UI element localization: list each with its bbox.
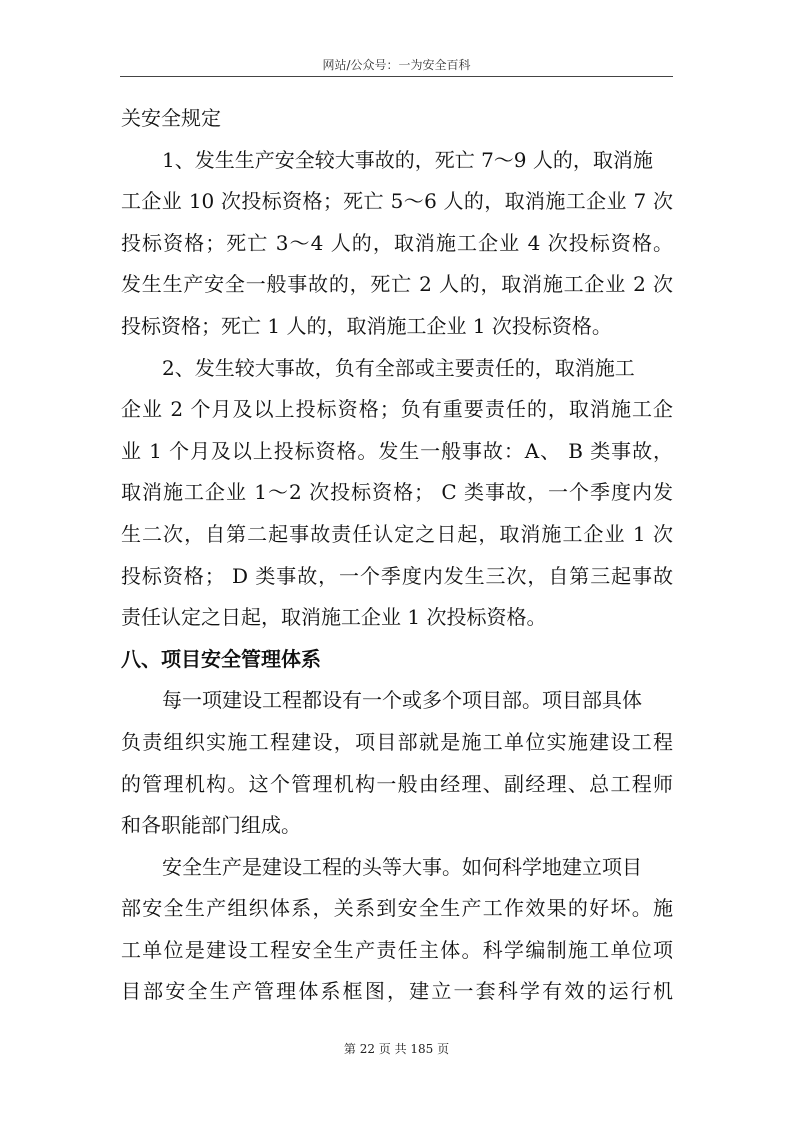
text-line: 负责组织实施工程建设，项目部就是施工单位实施建设工程: [121, 729, 673, 754]
text-line: 生二次，自第二起事故责任认定之日起，取消施工企业 1 次: [121, 521, 673, 546]
document-body: [121, 98, 673, 1013]
text-line: 投标资格； D 类事故，一个季度内发生三次，自第三起事故: [121, 563, 673, 588]
text-line: 取消施工企业 1～2 次投标资格； C 类事故，一个季度内发: [121, 480, 673, 505]
section-heading: 八、项目安全管理体系: [121, 646, 321, 671]
text-line: 目部安全生产管理体系框图，建立一套科学有效的运行机: [121, 979, 673, 1004]
text-line: 部安全生产组织体系，关系到安全生产工作效果的好坏。施: [121, 896, 673, 921]
text-line: 责任认定之日起，取消施工企业 1 次投标资格。: [121, 605, 547, 630]
text-line: 安全生产是建设工程的头等大事。如何科学地建立项目: [162, 854, 642, 879]
text-line: 1、发生生产安全较大事故的，死亡 7～9 人的，取消施: [162, 147, 653, 172]
text-line: 2、发生较大事故，负有全部或主要责任的，取消施工: [162, 355, 635, 380]
text-line: 发生生产安全一般事故的，死亡 2 人的，取消施工企业 2 次: [121, 272, 673, 297]
page-header: 网站/公众号：一为安全百科: [322, 58, 471, 72]
text-line: 业 1 个月及以上投标资格。发生一般事故：A、 B 类事故，: [121, 438, 673, 463]
text-line: 和各职能部门组成。: [121, 813, 301, 838]
text-line: 工单位是建设工程安全生产责任主体。科学编制施工单位项: [121, 937, 673, 962]
text-line: 企业 2 个月及以上投标资格；负有重要责任的，取消施工企: [121, 397, 673, 422]
text-line: 投标资格；死亡 3～4 人的，取消施工企业 4 次投标资格。: [121, 230, 673, 255]
text-line: 的管理机构。这个管理机构一般由经理、副经理、总工程师: [121, 771, 673, 796]
page-footer: 第 22 页 共 185 页: [343, 1042, 450, 1056]
text-line: 投标资格；死亡 1 人的，取消施工企业 1 次投标资格。: [121, 313, 612, 338]
header-divider: [120, 76, 673, 77]
text-line: 关安全规定: [121, 106, 221, 130]
text-line: 每一项建设工程都设有一个或多个项目部。项目部具体: [162, 688, 642, 713]
text-line: 工企业 10 次投标资格；死亡 5～6 人的，取消施工企业 7 次: [121, 189, 673, 214]
